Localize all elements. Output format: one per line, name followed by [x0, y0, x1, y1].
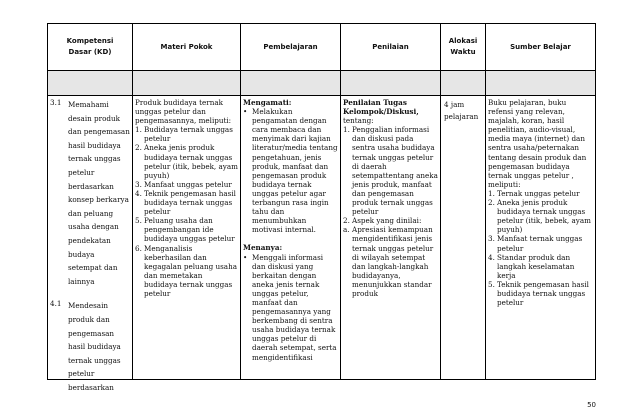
list-item: 5. Peluang usaha dan pengembangan ide budidaya unggas petelur	[135, 216, 235, 244]
kd-item-4-1: 4.1 Mendesain produk dan pengemasan hasil budidaya ternak unggas petelur berdasarkan	[50, 299, 121, 392]
list-item: • Menggali informasi dan diskusi yang berkaitan dengan aneka jenis ternak unggas petelur, manfaat dan pengemasannya yang berkembang di sentra usaha budidaya ternak unggas petelur di daerah setempat, serta mengidentifikasi	[243, 252, 337, 362]
penilaian-cell	[341, 96, 441, 380]
penilaian-heading: Penilaian Tugas Kelompok/Diskusi,	[343, 98, 419, 117]
syllabus-table	[47, 23, 596, 392]
list-item: 1. Penggalian informasi dan diskusi pada sentra usaha budidaya ternak unggas petelur di daerah setempattentang aneka jenis produk, manfaat dan pengemasan produk ternak unggas petelur	[343, 125, 438, 217]
shaded-row	[48, 71, 596, 96]
header-penilaian: Penilaian	[341, 24, 441, 71]
page-number: 50	[587, 401, 596, 409]
pembelajaran-cell	[241, 96, 341, 380]
sumber-cell	[486, 96, 596, 380]
mengamati-heading: Mengamati:	[243, 98, 292, 107]
header-sumber: Sumber Belajar	[486, 24, 596, 71]
header-kompetensi: Kompetensi Dasar (KD)	[48, 24, 133, 71]
sumber-intro: Buku pelajaran, buku refensi yang relevan, majalah, koran, hasil penelitian, audio-visual, media maya (internet) dan sentra usaha/peternakan tentang desain produk dan pengemasan budidaya ternak unggas petelur , meliputi:	[488, 98, 587, 189]
list-item: • Melakukan pengamatan dengan cara membaca dan menyimak dari kajian literatur/media tentang pengetahuan, jenis produk, manfaat dan pengemasan produk budidaya ternak unggas petelur agar terbangun rasa ingin tahu dan menumbuhkan motivasi internal.	[243, 107, 338, 235]
list-item: 4. Teknik pengemasan hasil budidaya ternak unggas petelur	[135, 188, 236, 217]
kd-cell	[48, 96, 133, 392]
list-item: 3. Manfaat ternak unggas petelur	[488, 234, 583, 253]
header-pembelajaran: Pembelajaran	[241, 24, 341, 71]
content-row	[48, 96, 596, 380]
list-item: 2. Aspek yang dinilai:	[343, 216, 422, 226]
list-item: 1. Ternak unggas petelur	[488, 188, 580, 198]
header-alokasi: Alokasi Waktu	[441, 24, 486, 71]
menanya-heading: Menanya:	[243, 243, 283, 253]
list-item: 2. Aneka jenis produk budidaya ternak unggas petelur (itik, bebek, ayam puyuh)	[488, 198, 591, 235]
materi-cell	[133, 96, 241, 380]
list-item: 1. Budidaya ternak unggas petelur	[135, 125, 233, 144]
alokasi-cell	[441, 96, 486, 380]
alokasi-value: 4 jam pelajaran	[444, 100, 479, 121]
list-item: 2. Aneka jenis produk budidaya ternak unggas petelur (itik, bebek, ayam puyuh)	[135, 143, 238, 180]
penilaian-subheading: tentang:	[343, 116, 374, 126]
header-row	[48, 24, 596, 71]
list-item: 6. Menganalisis keberhasilan dan kegagalan peluang usaha dan memetakan budidaya ternak unggas petelur	[135, 243, 237, 298]
header-materi: Materi Pokok	[133, 24, 241, 71]
kd-item-3-1: 3.1 Memahami desain produk dan pengemasan hasil budidaya ternak unggas petelur berdasarkan konsep berkarya dan peluang usaha dengan pendekatan budaya setempat dan lainnya	[50, 98, 130, 286]
sumber-list	[488, 189, 593, 307]
list-item: 4. Standar produk dan langkah keselamatan kerja	[488, 252, 575, 280]
materi-intro: Produk budidaya ternak unggas petelur dan pengemasannya, meliputi:	[135, 98, 232, 126]
materi-list	[135, 125, 238, 298]
list-item: 5. Teknik pengemasan hasil budidaya ternak unggas petelur	[488, 279, 589, 308]
list-item: 3. Manfaat unggas petelur	[135, 179, 232, 189]
list-item: a. Apresiasi kemampuan mengidentifikasi jenis ternak unggas petelur di wilayah setempat dan langkah-langkah budidayanya, menunjukkan standar produk	[343, 225, 434, 298]
